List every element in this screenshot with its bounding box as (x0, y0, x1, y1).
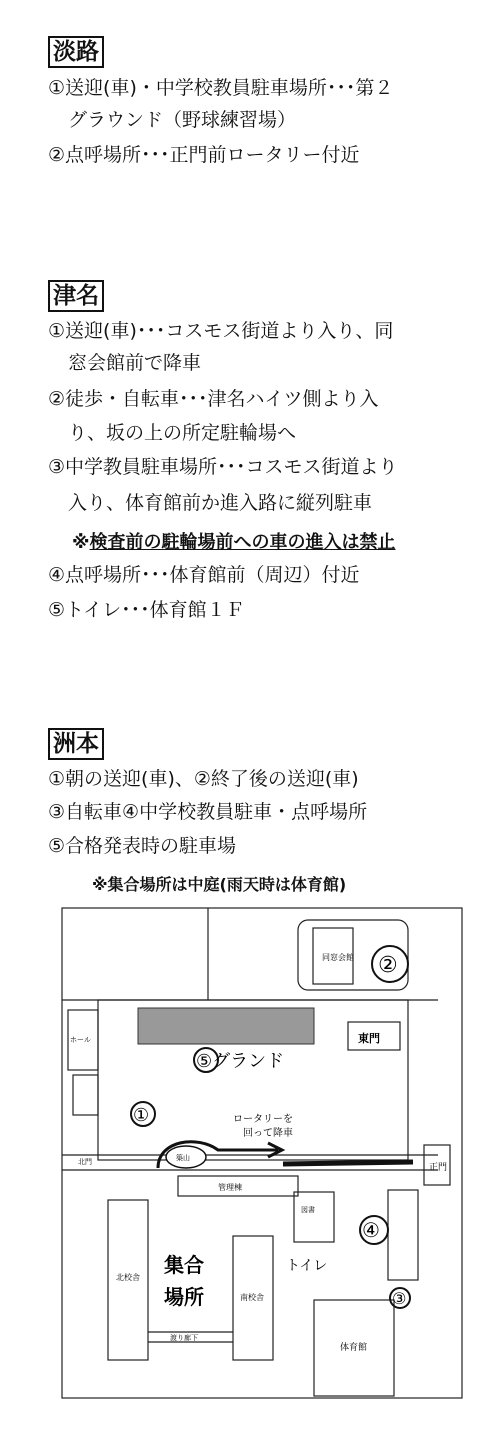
sumoto-item-2: ③自転車④中学校教員駐車・点呼場所 (48, 801, 368, 823)
hand-meeting-2: 場所 (164, 1285, 204, 1309)
section-heading-sumoto: 洲本 (48, 728, 104, 760)
label-corridor: 渡り廊下 (170, 1334, 198, 1342)
section-heading-awaji: 淡路 (48, 36, 104, 68)
label-main-gate: 正門 (429, 1163, 448, 1173)
tsuna-item-5: ⑤トイレ･･･体育館１Ｆ (48, 599, 245, 621)
road-arrow (283, 1162, 413, 1164)
section-heading-tsuna: 津名 (48, 280, 104, 312)
awaji-item-1: ①送迎(車)・中学校教員駐車場所･･･第２ (48, 77, 394, 99)
map-boundary (62, 908, 462, 1398)
sumoto-meeting-note: ※集合場所は中庭(雨天時は体育館) (92, 875, 347, 894)
sumoto-item-1: ①朝の送迎(車)、②終了後の送迎(車) (48, 768, 359, 790)
right-building (388, 1190, 418, 1280)
tsuna-item-1-cont: 窓会館前で降車 (68, 352, 202, 374)
sumoto-item-3: ⑤合格発表時の駐車場 (48, 835, 237, 857)
label-south-building: 南校舎 (240, 1293, 264, 1302)
campus-map (58, 900, 466, 1405)
tsuna-item-2-cont: り、坂の上の所定駐輪場へ (68, 422, 297, 444)
tsuna-item-3: ③中学教員駐車場所･･･コスモス街道より (48, 456, 398, 478)
label-library: 図書 (301, 1206, 315, 1214)
label-hall-left: ホール (70, 1036, 91, 1044)
hand-rotary-note-1: ロータリーを (233, 1114, 293, 1125)
hand-circle-3: ③ (392, 1289, 407, 1308)
tsuna-note-mark: ※ (72, 532, 90, 553)
hand-circle-4: ④ (362, 1218, 380, 1242)
tsuna-note-text: 検査前の駐輪場前への車の進入は禁止 (89, 532, 396, 553)
label-gym: 体育館 (340, 1343, 368, 1353)
hand-circle-1: ① (133, 1105, 150, 1126)
hand-rotary-note-2: 回って降車 (243, 1128, 293, 1139)
tsuna-item-2: ②徒歩・自転車･･･津名ハイツ側より入 (48, 388, 379, 410)
label-east-gate: 東門 (358, 1032, 380, 1045)
label-alumni-hall: 同窓会館 (322, 953, 354, 962)
hand-circle-2: ② (378, 953, 398, 978)
parking-hatched (138, 1008, 314, 1044)
awaji-item-2: ②点呼場所･･･正門前ロータリー付近 (48, 144, 360, 166)
tsuna-item-4: ④点呼場所･･･体育館前（周辺）付近 (48, 564, 360, 586)
tsuna-item-3-cont: 入り、体育館前か進入路に縦列駐車 (68, 492, 373, 514)
tsuna-item-1: ①送迎(車)･･･コスモス街道より入り、同 (48, 320, 394, 342)
hand-toilet: トイレ (286, 1258, 328, 1274)
awaji-item-1-cont: グラウンド（野球練習場） (68, 109, 297, 131)
label-north-building: 北校舎 (116, 1273, 140, 1282)
hand-meeting-1: 集合 (164, 1253, 204, 1277)
label-hill: 築山 (176, 1154, 190, 1162)
hand-ground: ⑤グランド (196, 1051, 285, 1072)
label-north-gate: 北門 (78, 1158, 92, 1166)
library-building (294, 1192, 334, 1242)
hall-left-box-2 (73, 1075, 98, 1115)
label-admin: 管理棟 (218, 1183, 242, 1192)
tsuna-warning-note (72, 528, 396, 554)
